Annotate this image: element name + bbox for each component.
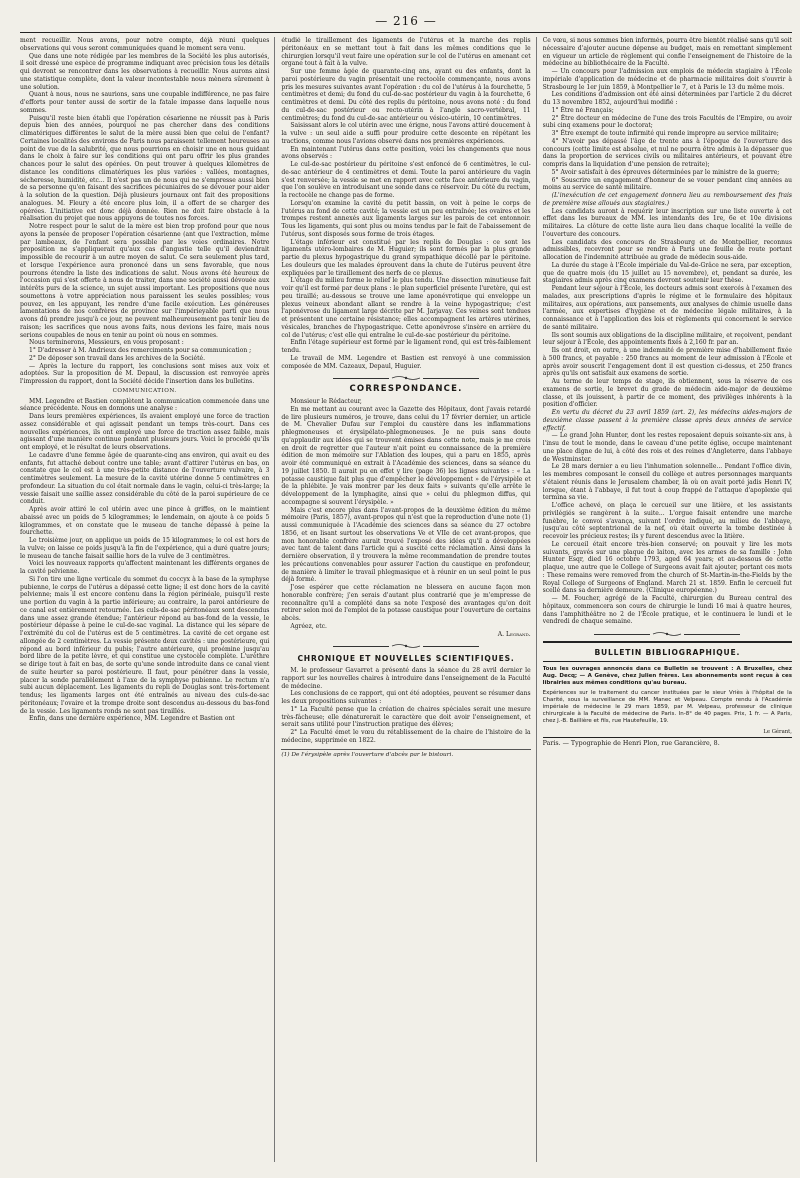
ornamental-rule (281, 375, 530, 381)
paragraph: L'étage inférieur est constitué par les replis de Douglas : ce sont les ligaments utéro-lombaires de M. Huguier; ils sont formés par la plus grande partie du plexus hypogastrique du grand sympathique décollé par le péritoine. Les douleurs que les malades éprouvent dans la chute de l'utérus peuvent être expliquées par le tiraillement des nerfs de ce plexus. (281, 238, 531, 277)
paragraph: Au terme de leur temps de stage, ils obtiennent, sous la réserve de ces examens de sortie, le brevet du grade de médecin aide-major de deuxième classe, et ils jouissent, à partir de ce moment, des privilèges inhérents à la position d'officier. (542, 378, 792, 409)
paragraph: 1° D'adresser à M. Andrieux des remerciments pour sa communication ; (29, 347, 252, 354)
column-1 (20, 37, 275, 1162)
bulletin-rule-bottom (543, 661, 792, 662)
paragraph: étudié le tiraillement des ligaments de l'utérus et la marche des replis péritonéaux en se mettant tout à fait dans les mêmes conditions que le chirurgien lorsqu'il veut faire une opération sur le col de l'utérus en amenant cet organe tout à fait à la vulve. (281, 37, 531, 68)
paragraph: Enfin l'étage supérieur est formé par le ligament rond, qui est très-faiblement tendu. (281, 339, 531, 354)
column-3 (543, 37, 792, 1162)
bulletin-entry: Expériences sur le traitement du cancer instituées par le sieur Vriès à l'hôpital de la Charité, sous la surveillance de MM. Manec et Velpeau. Compte rendu à l'Académie impériale de médecine le 29 mars 1859, par M. Velpeau, professeur de clinique chirurgicale à la Faculté de médecine de Paris. In-8° de 40 pages. Prix, 1 fr. — A Paris, chez J.-B. Baillière et fils, rue Hautefeuille, 19. (542, 689, 792, 724)
ornament-icon (652, 631, 682, 637)
column-2 (281, 37, 536, 1162)
paragraph: L'office achevé, on plaça le cercueil sur une litière, et les assistants privilégiés se rangèrent à la suite... L'orgue faisait entendre une marche funèbre, le convoi s'avança, suivant l'ordre indiqué, au milieu de l'abbaye, jusqu'au côté septentrional de la nef, où était ouverte la tombe destinée à recevoir les précieux restes; ils y furent descendus avec la litière. (542, 502, 792, 540)
paragraph: Les candidats des concours de Strasbourg et de Montpellier, reconnus admissibles, recevront pour se rendre à Paris une feuille de route portant allocation de l'indemnité attribuée au grade de médecin sous-aide. (542, 238, 792, 261)
paragraph: Dans leurs premières expériences, ils avaient employé une force de traction assez considérable et qui agissait pendant un temps très-court. Dans ces nouvelles expériences, ils ont employé une force de traction assez faible, mais agissant d'une manière continue pendant plusieurs jours. Voici le procédé qu'ils ont employé, et le résultat de leurs observations. (20, 413, 270, 451)
paragraph: Après avoir attiré le col utérin avec une pince à griffes, on le maintient abaissé avec un poids de 5 kilogrammes; le lendemain, on ajoute à ce poids 5 kilogrammes, et on constate que le museau de tanche dépassé à peine la fourchette. (20, 506, 270, 537)
page-number: — 216 — (375, 14, 437, 28)
paragraph: ment recueillir. Nous avons, pour notre compte, déjà réuni quelques observations qui vous seront communiquées quand le moment sera venu. (20, 37, 270, 52)
paragraph: — Le grand John Hunter, dont les restes reposaient depuis soixante-six ans, à l'insu de tout le monde, dans le caveau d'une petite église, occupe maintenant une place digne de lui, à côté des rois et des reines d'Angleterre, dans l'abbaye de Westminster. (542, 432, 792, 463)
list-item: 4° N'avoir pas dépassé l'âge de trente ans à l'époque de l'ouverture des concours (cette limite est absolue, et nul ne pourra être admis à la dépasser que dans la proportion de services civils ou militaires antérieurs, et pouvant être compris dans la liquidation d'une pension de retraite); (542, 137, 792, 168)
newspaper-page (20, 12, 792, 1172)
paragraph: Ils ont droit, en outre, à une indemnité de première mise d'habillement fixée à 500 francs, et payable : 250 francs au moment de leur admission à l'École et après avoir souscrit l'engagement dont il est question ci-dessus, et 250 francs après qu'ils ont satisfait aux examens de sortie. (542, 347, 792, 378)
paragraph: Les conditions d'admission ont été ainsi déterminées par l'article 2 du décret du 13 novembre 1852, aujourd'hui modifié : (542, 91, 792, 106)
paragraph: — M. Foucher, agrégé de la Faculté, chirurgien du Bureau central des hôpitaux, commencera son cours de chirurgie le lundi 16 mai à quatre heures, dans l'amphithéâtre no 2 de l'École pratique, et le continuera le lundi et le vendredi de chaque semaine. (542, 595, 792, 626)
section-heading-correspondance: CORRESPONDANCE. (349, 384, 463, 395)
paragraph: Les candidats auront à requérir leur inscription sur une liste ouverte à cet effet dans les bureaux de MM. les intendants des 1re, 6e et 10e divisions militaires. La clôture de cette liste aura lieu dans chaque localité la veille de l'ouverture des concours. (542, 207, 792, 238)
ornamental-rule (281, 643, 530, 649)
paragraph: — Après la lecture du rapport, les conclusions sont mises aux voix et adoptées. Sur la proposition de M. Depaul, la discussion est renvoyée après l'impression du rapport, dont la Société décide l'insertion dans les bulletins. (20, 362, 270, 385)
paragraph: Que dans une note rédigée par les membres de la Société les plus autorisés, il soit dressé une espèce de programme indiquant avec précision tous les détails qui devront se rencontrer dans les observations à recueillir. Nous aurons ainsi une statistique complète, dont la valeur incontestable nous mènera sûrement à une solution. (20, 52, 270, 91)
paragraph: Le troisième jour, on applique un poids de 15 kilogrammes; le col est hors de la vulve; on laisse ce poids jusqu'à la fin de l'expérience, qui a duré quatre jours; le museau de tanche faisait saillie hors de la vulve de 3 centimètres. (20, 537, 270, 560)
paragraph: Lorsqu'on examine la cavité du petit bassin, on voit à peine le corps de l'utérus au fond de cette cavité; la vessie est un peu entraînée; les ovaires et les trompes restent annexés aux ligaments larges sur les parois de cet entonnoir. Tous les ligaments, qui sont plus ou moins tendus par le fait de l'abaissement de l'utérus, sont disposés sous forme de trois étages. (281, 199, 531, 238)
paragraph: Le cadavre d'une femme âgée de quarante-cinq ans environ, qui avait eu des enfants, fut attaché debout contre une table; avant d'attirer l'utérus en bas, on constate que le col est à une très-petite distance de l'ouverture vulvaire, à 3 centimètres seulement. La mesure de la cavité utérine donne 5 centimètres en profondeur. La situation du col était normale dans le vagin, celui-ci très-large; la vessie faisait une saillie assez considérable du côté de la paroi supérieure de ce conduit. (20, 451, 270, 506)
signature: A. Legrand. (497, 630, 531, 638)
gerant-label: Le Gérant, (763, 728, 792, 735)
paragraph: La durée du stage à l'École impériale du Val-de-Grâce ne sera, par exception, que de quatre mois (du 15 juillet au 15 novembre), et, pendant sa durée, les stagiaires admis après cinq examens devront soutenir leur thèse. (542, 261, 792, 285)
header-rule (20, 32, 792, 33)
paragraph: 2° La Faculté émet le vœu du rétablissement de la chaire de l'histoire de la médecine, supprimée en 1822. (281, 729, 531, 744)
section-heading-bulletin: BULLETIN BIBLIOGRAPHIQUE. (594, 648, 741, 657)
paragraph: MM. Legendre et Bastien complètent la communication commencée dans une séance précédente. Nous en donnons une analyse : (20, 397, 270, 413)
paragraph: Le 28 mars dernier a eu lieu l'inhumation solennelle... Pendant l'office divin, les membres composant le conseil du collège et autres personnages marquants s'étaient réunis dans le Jerusalem chamber, là où on avait porté jadis Henri IV, lorsque, étant à l'abbaye, il fut tout à coup frappé de l'attaque d'apoplexie qui termina sa vie. (542, 463, 792, 502)
paragraph: Le travail de MM. Legendre et Bastien est renvoyé à une commission composée de MM. Cazeaux, Depaul, Huguier. (281, 354, 531, 370)
list-item: 2° Être docteur en médecine de l'une des trois Facultés de l'Empire, ou avoir subi cinq examens pour le doctorat; (542, 114, 792, 130)
paragraph: L'étage du milieu forme le relief le plus tendu. Une dissection minutieuse fait voir qu'il est formé par deux plans : le plan superficiel présente l'uretère, qui est peu tiraillé; au-dessous se trouve une lame aponévrotique qui enveloppe un plexus veineux abondant allant se rendre à la veine hypogastrique; c'est l'aponévrose du ligament large décrite par M. Jarjavay. Ces veines sont tendues et présentent une certaine résistance; elles accompagnent les artères utérines, vésicales, branches de l'hypogastrique. Cette aponévrose s'insère en arrière du col de l'utérus; c'est elle qui entraîne le cul-de-sac postérieur du péritoine. (281, 277, 531, 339)
columns (20, 37, 792, 1162)
closing: Agréez, etc. (290, 622, 327, 630)
paragraph: Puisqu'il reste bien établi que l'opération césarienne ne réussit pas à Paris depuis bien des années, pourquoi ne pas chercher dans des conditions climatériques différentes le salut de la mère aussi bien que celui de l'enfant? Certaines localités des environs de Paris nous paraissent tellement heureuses au point de vue de la salubrité, que nous pourrions en choisir une en nous guidant dans le choix à faire sur les conditions qui ont paru offrir les plus grandes chances pour le salut des opérées. On peut trouver à quelques kilomètres de distance les conditions climatériques les plus variées : vallées, montagnes, sécheresse, humidité, etc... Il n'est pas un de nous qui ne s'empresse aussi bien de sa personne qu'en faisant des sacrifices pécuniaires de se dévouer pour aider à la solution de la question. Déjà plusieurs journaux ont fait des propositions analogues. M. Fleury a été encore plus loin, il a offert de se charger des opérées. L'initiative est donc déjà donnée. Rien ne doit faire obstacle à la réalisation du projet que nous appuyons de toutes nos forces. (20, 114, 270, 223)
paragraph: Ils sont soumis aux obligations de la discipline militaire, et reçoivent, pendant leur séjour à l'École, des appointements fixés à 2,160 fr. par an. (542, 331, 792, 347)
paragraph: J'ose espérer que cette réclamation ne blessera en aucune façon mon honorable confrère; j'en serais d'autant plus contrarié que je m'empresse de reconnaître qu'il a complété dans sa note l'exposé des avantages qu'on doit retirer selon moi de l'emploi de la potasse caustique pour l'ouverture de certains abcès. (281, 584, 531, 622)
list-item: 1° Être né Français; (551, 106, 614, 114)
footnote: (1) De l'érysipèle après l'ouverture d'abcès par le bistouri. (281, 749, 530, 760)
paragraph: Le cul-de-sac postérieur du péritoine s'est enfoncé de 6 centimètres, le cul-de-sac antérieur de 4 centimètres et demi. Toute la paroi antérieure du vagin s'est renversée; la vessie se met en rapport avec cette face antérieure du vagin, que l'on soulève en introduisant une sonde dans ce réservoir. Du côté du rectum, la rectocèle ne change pas de forme. (281, 161, 531, 199)
paragraph: M. le professeur Gavarret a présenté dans la séance du 28 avril dernier le rapport sur les nouvelles chaires à introduire dans l'enseignement de la Faculté de médecine. (281, 667, 531, 690)
paragraph: Nous terminerons, Messieurs, en vous proposant : (29, 339, 184, 347)
ornamental-rule (543, 631, 792, 637)
paragraph: Enfin, dans une dernière expérience, MM. Legendre et Bastien ont (29, 715, 235, 723)
list-item: 6° Souscrire un engagement d'honneur de se vouer pendant cinq années au moins au service de santé militaire. (542, 176, 792, 192)
paragraph: (L'inexécution de cet engagement donnera lieu au remboursement des frais de première mise alloués aux stagiaires.) (542, 192, 792, 207)
paragraph: En maintenant l'utérus dans cette position, voici les changements que nous avons observés : (281, 145, 531, 161)
printer-imprint: Paris. — Typographie de Henri Plon, rue Garancière, 8. (543, 737, 792, 748)
ornament-icon (391, 643, 421, 649)
salutation: Monsieur le Rédacteur, (290, 398, 362, 405)
paragraph: Mais c'est encore plus dans l'avant-propos de la deuxième édition du même mémoire (Paris, 1857), avant-propos qui n'est que la reproduction d'une note (1) aussi communiquée à l'Académie des sciences dans sa séance du 27 octobre 1856, et en lisant surtout les observations Ve et VIIe de cet avant-propos, que mon honorable confrère aurait trouvé l'exposé des idées qu'il a développées avec tant de talent dans l'article qui a suscité cette réclamation. Ainsi dans la dernière observation, il y trouvera la même recommandation de prendre toutes les précautions convenables pour assurer l'action du caustique en profondeur, de manière à limiter le travail phlegmasique et à réunir en un seul point le pus déjà formé. (281, 506, 531, 584)
paragraph: 1° La Faculté pense que la création de chaires spéciales serait une mesure très-fâcheuse; elle dénaturerait le caractère que doit avoir l'enseignement, et serait sans utilité pour l'instruction pratique des élèves; (281, 705, 531, 729)
paragraph: En vertu du décret du 23 avril 1859 (art. 2), les médecins aides-majors de deuxième classe passent à la première classe après deux années de service effectif. (542, 409, 792, 432)
list-item: 3° Être exempt de toute infirmité qui rende impropre au service militaire; (551, 130, 779, 137)
paragraph: Le cercueil était encore très-bien conservé; on pouvait y lire les mots suivants, gravés sur une plaque de laiton, avec les armes de sa famille : John Hunter Esqr, died 16 octobre 1793, aged 64 years; et au-dessous de cette plaque, une autre que le College of Surgeons avait fait ajouter, portant ces mots : These remains were removed from the church of St-Martin-in-the-Fields by the Royal College of Surgeons of England. March 21 st. 1859. Enfin le cercueil fut scellé dans sa dernière demeure. (Clinique européenne.) (542, 540, 792, 595)
paragraph: Sur une femme âgée de quarante-cinq ans, ayant eu des enfants, dont la paroi postérieure du vagin présentait une rectocèle commençante, nous avons pris les mesures suivantes avant l'opération : du col de l'utérus à la fourchette, 5 centimètres et demi; du fond du cul-de-sac postérieur du vagin à la fourchette, 6 centimètres et demi. Du côté des replis du péritoine, nous avons noté : du fond du cul-de-sac postérieur ou recto-utérin à l'angle sacro-vertébral, 11 centimètres; du fond du cul-de-sac antérieur ou vésico-utérin, 10 centimètres. (281, 68, 531, 122)
paragraph: — Un concours pour l'admission aux emplois de médecin stagiaire à l'École impériale d'application de médecine et de pharmacie militaires doit s'ouvrir à Strasbourg le 1er juin 1859, à Montpellier le 7, et à Paris le 13 du même mois. (542, 68, 792, 91)
paragraph: Notre respect pour le salut de la mère est bien trop profond pour que nous ayons la pensée de proposer l'opération césarienne (ant que l'extraction, même par lambeaux, de l'enfant sera possible par les voies ordinaires. Notre proposition ne s'appliquerait qu'aux cas d'angustie telle qu'il deviendrait impossible de recourir à un autre moyen de salut. Ce sera seulement plus tard, et lorsque l'expérience aura prononcé dans un sens favorable, que nous pourrons étendre la liste des indications de salut. Nous avons été heureux de l'occasion qui s'est offerte à nous de traiter, dans une société aussi dévouée aux intérêts purs de la science, un sujet aussi important. Les propositions que nous soumettons à votre appréciation nous paraissent les seules possibles; vous pouvez, en les appuyant, les rendre d'une facile exécution. Les généreuses lamentations de nos confrères de province sur l'impérieyable parti que nous avons dû prendre jusqu'à ce jour, ne peuvent malheureusement pas tenir lieu de raison; les sacrifices que nous avons faits, nous devions les faire, mais nous serions coupables de nous en tenir au point où nous en sommes. (20, 223, 270, 339)
paragraph: Voici les nouveaux rapports qu'affectent maintenant les différents organes de la cavité pelvienne. (20, 560, 270, 575)
paragraph: 2° De déposer son travail dans les archives de la Société. (29, 354, 206, 362)
bulletin-rule-top (543, 641, 792, 643)
paragraph: Saisissant alors le col utérin avec une érigne, nous l'avons attiré doucement à la vulve : un seul aide a suffi pour produire cette descente en répétant les tractions, comme nous l'avions observé dans nos premières expériences. (281, 122, 531, 145)
list-item: 5° Avoir satisfait à des épreuves déterminées par le ministre de la guerre; (551, 168, 780, 176)
paragraph: Quant à nous, nous ne saurions, sans une coupable indifférence, ne pas faire d'efforts pour tenter aussi de sortir de la fatale impasse dans laquelle nous sommes. (20, 91, 270, 114)
paragraph: Pendant leur séjour à l'École, les docteurs admis sont exercés à l'examen des malades, aux prescriptions d'après le régime et le formulaire des hôpitaux militaires, aux opérations, aux pansements, aux analyses de chimie usuelle dans l'armée, aux expertises d'hygiène et de médecine légale militaires, à la connaissance et à l'application des lois et règlements qui concernent le service de santé militaire. (542, 285, 792, 331)
paragraph: Si l'on tire une ligne verticale du sommet du coccyx à la base de la symphyse pubienne, le corps de l'utérus a dépassé cette ligne; il est donc hors de la cavité pelvienne; mais il est encore contenu dans la région périnéale, puisqu'il reste une portion du vagin à la partie inférieure; au contraire, la paroi antérieure de ce canal est entièrement retournée. Les culs-de-sac péritonéaux sont descendus dans une assez grande étendue; l'antérieur répond au bas-fond de la vessie, le postérieur dépasse à peine le cul-de-sac vaginal. La distance qui les sépare de l'extrémité du col de l'utérus est de 5 centimètres. La cavité de cet organe est allongée de 2 centimètres. La vessie présente deux cavités : une postérieure, qui répond au bord inférieur du pubis; l'autre antérieure, qui proémine jusqu'au bord libre de la petite lèvre, et qui constitue une cystocèle complète. L'urèthre se dirige tout à fait en bas, de sorte qu'une sonde introduite dans ce canal vient de suite heurter sa paroi postérieure. Il faut, pour pénétrer dans la vessie, placer la sonde parallèlement à l'axe de la symphyse pubienne. Le rectum n'a subi aucun déplacement. Les ligaments du repli de Douglas sont très-fortement tendus; les ligaments larges ont été entraînés au niveau des culs-de-sac péritonéaux; l'ovaire et la trompe droite sont descendus au-dessous du bas-fond de la vessie. Les ligaments ronds ne sont pas tiraillés. (20, 575, 270, 715)
section-heading-communication: COMMUNICATION. (112, 387, 177, 394)
bulletin-lead: Tous les ouvrages annoncés dans ce Bulletin se trouvent : A Bruxelles, chez Aug. Decq; — A Genève, chez Julien frères. Les abonnements sont reçus à ces librairies aux mêmes conditions qu'au bureau. (542, 665, 792, 686)
ornament-icon (391, 375, 421, 381)
paragraph: En me mettant au courant avec la Gazette des Hôpitaux, dont j'avais retardé de lire plusieurs numéros, je trouve, dans celui du 17 février dernier, un article de M. Chevalier Dufau sur l'emploi du caustère dans les inflammations phlegmoneuses et érysipélato-phlegmoneuses. Je ne puis sans doute qu'applaudir aux idées qui se trouvent émises dans cette note, mais je me crois en droit de regretter que l'auteur n'ait point eu connaissance de la première édition de mon mémoire sur l'Ablation des loupes, qui a paru en 1855, après avoir été communiqué en extrait à l'Académie des sciences, dans sa séance du 19 juillet 1850. Il aurait pu en effet y lire (page 36) les lignes suivantes : « La potasse caustique fait plus que d'empêcher le développement » de l'érysipèle et de la phlébite. Je vais montrer par les deux faits » suivants qu'elle arrête le développement de la lymphagite, ainsi que » celui du phlegmon diffus, qui accompagne si souvent l'érysipèle. » (281, 405, 531, 506)
section-heading-chronique: CHRONIQUE ET NOUVELLES SCIENTIFIQUES. (297, 654, 515, 664)
paragraph: Ce vœu, si nous sommes bien informés, pourra être bientôt réalisé sans qu'il soit nécessaire d'ajouter aucune dépense au budget, mais en remettant simplement en vigueur un article de règlement qui confie l'enseignement de l'histoire de la médecine au bibliothécaire de la Faculté. (542, 37, 792, 68)
paragraph: Les conclusions de ce rapport, qui ont été adoptées, peuvent se résumer dans les deux propositions suivantes : (281, 690, 531, 705)
